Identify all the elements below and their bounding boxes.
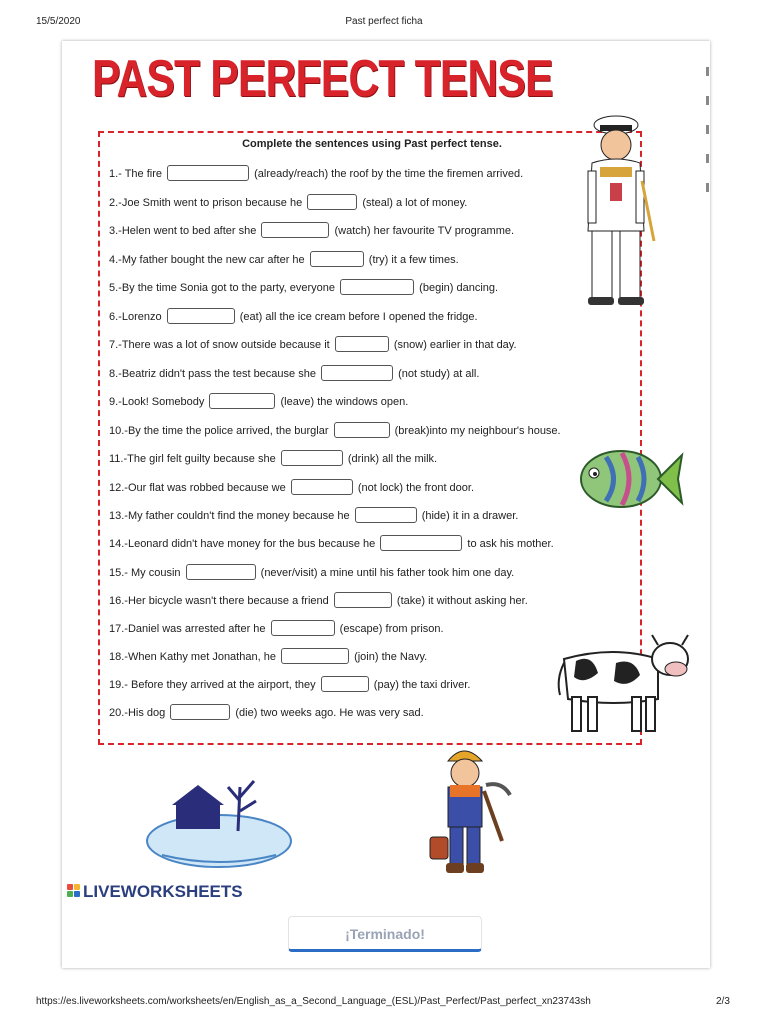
answer-field[interactable] [167,308,235,324]
sentence-text: (join) the Navy. [354,651,428,663]
print-url: https://es.liveworksheets.com/worksheets/en/English_as_a_Second_Language_(ESL)/Past_Perfect/Past_perfect_xn23743sh [36,996,591,1007]
print-title: Past perfect ficha [345,16,423,27]
sentence-4 [109,251,459,269]
answer-field[interactable] [186,564,256,580]
sentence-text: (hide) it in a drawer. [421,510,519,522]
worksheet-page [62,41,710,968]
sentence-text: 13.-My father couldn't find the money because he [109,510,350,522]
sentence-9 [109,393,408,411]
sentence-text: 17.-Daniel was arrested after he [109,623,266,635]
sentence-17 [109,620,444,638]
answer-field[interactable] [355,507,417,523]
sentence-text: 10.-By the time the police arrived, the burglar [109,425,329,437]
sentence-1 [109,165,523,183]
sentence-text: 7.-There was a lot of snow outside because it [109,339,330,351]
answer-field[interactable] [291,479,353,495]
sentence-text: (drink) all the milk. [347,453,438,465]
sentence-3 [109,222,514,240]
answer-field[interactable] [334,592,392,608]
sentence-text: (escape) from prison. [339,623,444,635]
sentence-text: (snow) earlier in that day. [393,339,517,351]
sentence-text: (already/reach) the roof by the time the firemen arrived. [254,168,524,180]
sentence-text: 11.-The girl felt guilty because she [109,453,276,465]
sentence-10 [109,422,561,440]
sentence-19 [109,676,470,694]
sentence-text: (watch) her favourite TV programme. [334,225,515,237]
answer-field[interactable] [271,620,335,636]
sentence-text: 2.-Joe Smith went to prison because he [109,197,303,209]
liveworksheets-logo [67,882,243,902]
sentence-13 [109,507,518,525]
page-title: PAST PERFECT TENSE [92,50,553,108]
sentence-text: 19.- Before they arrived at the airport, they [109,679,316,691]
fish-illustration [576,439,686,519]
brand-name: LIVEWORKSHEETS [83,882,243,901]
answer-field[interactable] [310,251,364,267]
answer-field[interactable] [307,194,357,210]
answer-field[interactable] [261,222,329,238]
answer-field[interactable] [281,648,349,664]
sentence-20 [109,704,424,722]
sentence-text: (eat) all the ice cream before I opened the fridge. [239,311,478,323]
sentence-8 [109,365,479,383]
sentence-14 [109,535,554,553]
sentence-text: 15.- My cousin [109,567,181,579]
answer-field[interactable] [335,336,389,352]
answer-field[interactable] [340,279,414,295]
sentence-text: 20.-His dog [109,707,166,719]
answer-field[interactable] [281,450,343,466]
answer-field[interactable] [170,704,230,720]
answer-field[interactable] [167,165,249,181]
answer-field[interactable] [321,365,393,381]
sentence-7 [109,336,517,354]
sentence-11 [109,450,437,468]
sentence-6 [109,308,478,326]
sentence-text: 6.-Lorenzo [109,311,162,323]
sentence-text: (break)into my neighbour's house. [394,425,561,437]
answer-field[interactable] [209,393,275,409]
answer-field[interactable] [380,535,462,551]
sentence-text: (pay) the taxi driver. [373,679,471,691]
instruction-text: Complete the sentences using Past perfect tense. [242,138,502,150]
sentence-text: (steal) a lot of money. [362,197,468,209]
logo-icon [67,884,81,898]
sentence-text: 1.- The fire [109,168,162,180]
sentence-text: (begin) dancing. [419,282,499,294]
sentence-text: 12.-Our flat was robbed because we [109,482,286,494]
sentence-text: 14.-Leonard didn't have money for the bus because he [109,538,376,550]
sentence-text: 3.-Helen went to bed after she [109,225,257,237]
sentence-text: 4.-My father bought the new car after he [109,254,305,266]
sentence-text: 8.-Beatriz didn't pass the test because she [109,368,316,380]
sentence-16 [109,592,528,610]
print-page-number: 2/3 [716,996,730,1007]
edge-marks [706,67,710,212]
sentence-text: (take) it without asking her. [396,595,528,607]
finish-button[interactable]: ¡Terminado! [288,916,482,952]
sentence-text: (never/visit) a mine until his father took him one day. [260,567,515,579]
sentence-2 [109,194,467,212]
answer-field[interactable] [334,422,390,438]
cow-illustration [554,629,694,737]
sentence-12 [109,479,474,497]
sentence-5 [109,279,498,297]
sentence-text: (not lock) the front door. [357,482,475,494]
sentence-18 [109,648,427,666]
sentence-text: 9.-Look! Somebody [109,396,205,408]
sentence-text: (not study) at all. [398,368,480,380]
sentence-text: 5.-By the time Sonia got to the party, everyone [109,282,336,294]
print-date: 15/5/2020 [36,16,81,27]
answer-field[interactable] [321,676,369,692]
sentence-text: 18.-When Kathy met Jonathan, he [109,651,276,663]
sentence-text: (leave) the windows open. [280,396,409,408]
sentence-text: (die) two weeks ago. He was very sad. [235,707,424,719]
winter-house-illustration [144,751,294,871]
sentence-text: to ask his mother. [467,538,554,550]
miner-illustration [424,741,514,877]
sentence-15 [109,564,514,582]
sentence-text: 16.-Her bicycle wasn't there because a friend [109,595,329,607]
sailor-illustration [570,111,662,311]
sentence-text: (try) it a few times. [368,254,459,266]
